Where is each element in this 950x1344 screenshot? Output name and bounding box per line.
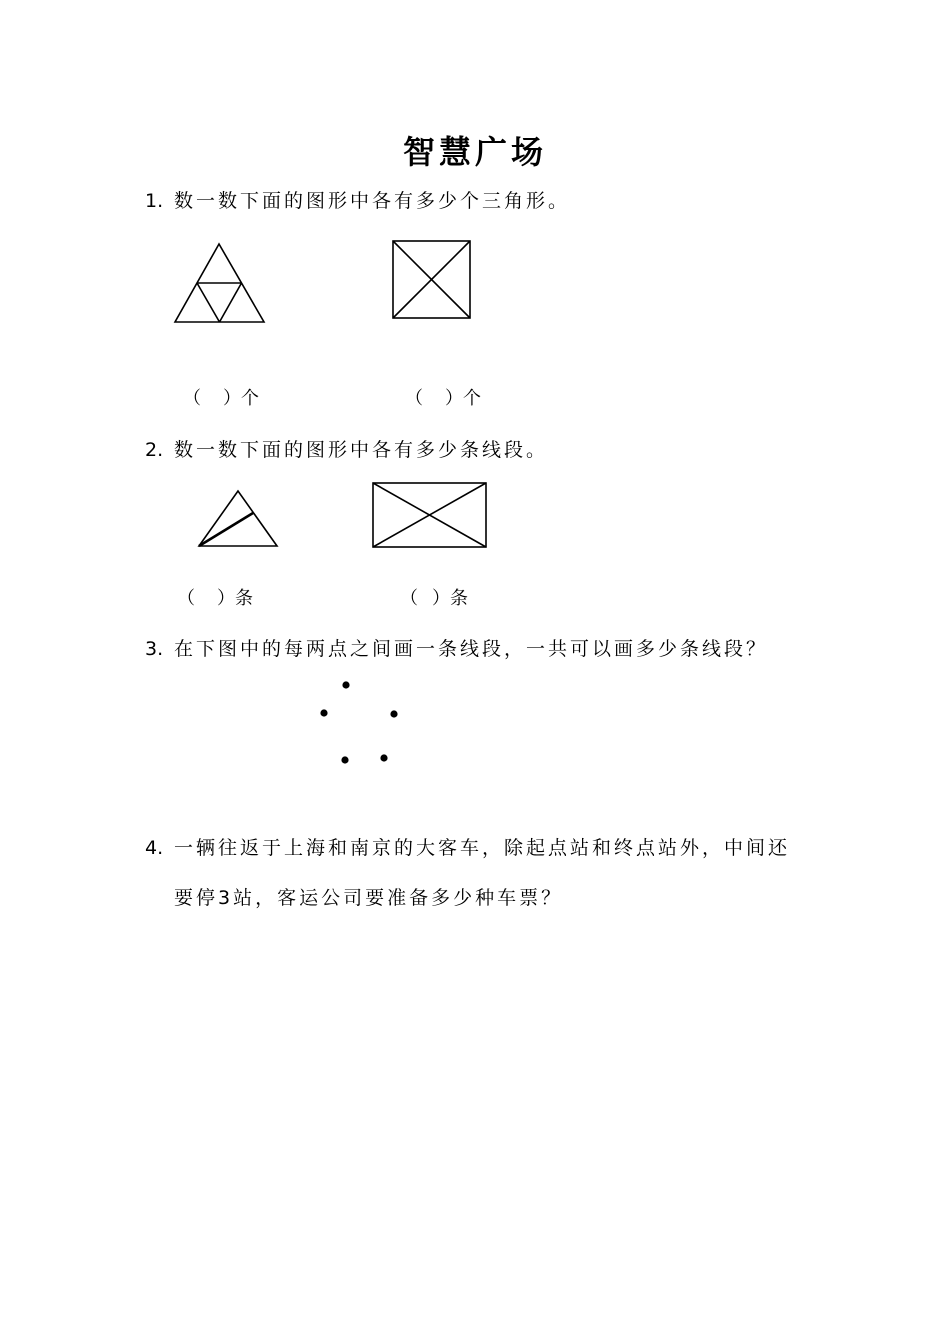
open-paren: （ <box>405 388 423 409</box>
answer-blank-2b[interactable] <box>400 586 468 612</box>
square-with-diagonals-figure <box>390 238 474 322</box>
point <box>390 710 397 717</box>
page-title: 智慧广场 <box>402 133 547 171</box>
open-paren: （ <box>400 588 418 609</box>
question-1 <box>145 187 570 215</box>
subdivided-triangle-figure <box>170 240 270 326</box>
inner-segment <box>199 513 253 546</box>
question-text: 一辆往返于上海和南京的大客车，除起点站和终点站外，中间还 <box>174 837 791 859</box>
question-3 <box>145 635 768 663</box>
question-4-continued: 要停3站，客运公司要准备多少种车票？ <box>174 887 564 909</box>
inner-left-line <box>197 283 220 322</box>
question-number: 1. <box>145 190 164 212</box>
question-number: 2. <box>145 439 164 461</box>
question-4 <box>145 834 790 862</box>
open-paren: （ <box>177 588 195 609</box>
rectangle-with-diagonals-figure <box>370 480 490 550</box>
unit-label: 条 <box>235 588 253 609</box>
question-2 <box>145 436 548 464</box>
unit-label: 个 <box>463 388 481 409</box>
point <box>320 709 327 716</box>
triangle-with-segment-figure <box>195 488 281 550</box>
close-paren: ） <box>445 388 463 409</box>
point <box>380 754 387 761</box>
question-number: 4. <box>145 837 164 859</box>
question-text: 在下图中的每两点之间画一条线段，一共可以画多少条线段？ <box>174 638 769 660</box>
answer-blank-1a[interactable] <box>183 386 259 412</box>
open-paren: （ <box>183 388 201 409</box>
question-number: 3. <box>145 638 164 660</box>
inner-right-line <box>220 283 242 322</box>
question-text: 数一数下面的图形中各有多少条线段。 <box>174 439 549 461</box>
unit-label: 个 <box>241 388 259 409</box>
answer-blank-1b[interactable] <box>405 386 481 412</box>
close-paren: ） <box>223 388 241 409</box>
close-paren: ） <box>432 588 450 609</box>
point <box>341 756 348 763</box>
point <box>342 681 349 688</box>
unit-label: 条 <box>450 588 468 609</box>
question-text: 数一数下面的图形中各有多少个三角形。 <box>174 190 571 212</box>
close-paren: ） <box>217 588 235 609</box>
five-points-figure <box>310 670 410 770</box>
answer-blank-2a[interactable] <box>177 586 253 612</box>
